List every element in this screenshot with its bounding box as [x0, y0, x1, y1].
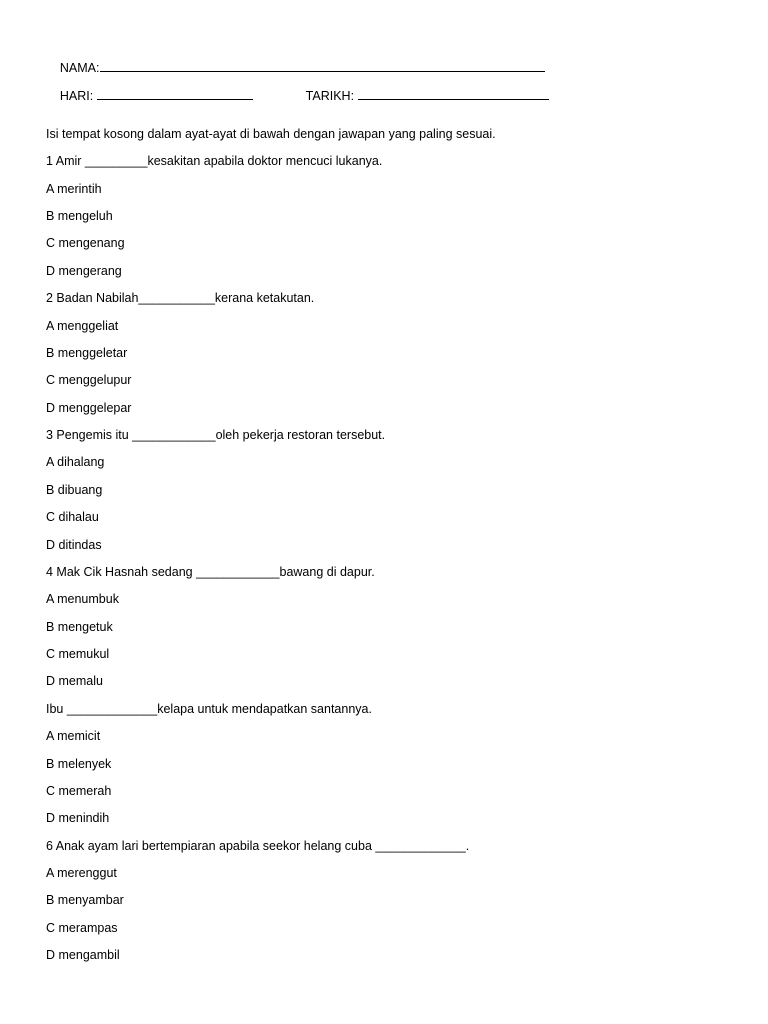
question-4-stem: 4 Mak Cik Hasnah sedang ____________bawang di dapur.	[46, 565, 375, 579]
question-2-option-a[interactable]: A menggeliat	[46, 319, 119, 333]
question-2-stem: 2 Badan Nabilah___________kerana ketakutan.	[46, 291, 315, 305]
hari-tarikh-row	[46, 72, 253, 120]
question-4-option-b[interactable]: B mengetuk	[46, 620, 113, 634]
hari-label: HARI:	[59, 89, 94, 103]
hari-field[interactable]	[97, 88, 253, 100]
nama-label: NAMA:	[59, 61, 100, 75]
question-4-option-c[interactable]: C memukul	[46, 647, 110, 661]
instruction-text: Isi tempat kosong dalam ayat-ayat di bawah dengan jawapan yang paling sesuai.	[46, 127, 496, 141]
question-2-option-b[interactable]: B menggeletar	[46, 346, 128, 360]
question-6-option-d[interactable]: D mengambil	[46, 948, 120, 962]
question-5-option-b[interactable]: B melenyek	[46, 757, 112, 771]
question-1-option-a[interactable]: A merintih	[46, 182, 102, 196]
question-3-option-c[interactable]: C dihalau	[46, 510, 99, 524]
question-4-option-a[interactable]: A menumbuk	[46, 592, 119, 606]
tarikh-label: TARIKH:	[305, 89, 355, 103]
question-1-option-d[interactable]: D mengerang	[46, 264, 122, 278]
question-4-option-d[interactable]: D memalu	[46, 674, 103, 688]
question-5-stem: Ibu _____________kelapa untuk mendapatkan santannya.	[46, 702, 372, 716]
question-6-stem: 6 Anak ayam lari bertempiaran apabila seekor helang cuba _____________.	[46, 839, 470, 853]
question-6-option-b[interactable]: B menyambar	[46, 893, 124, 907]
tarikh-field[interactable]	[358, 88, 549, 100]
nama-field[interactable]	[100, 60, 545, 72]
question-5-option-c[interactable]: C memerah	[46, 784, 112, 798]
question-2-option-d[interactable]: D menggelepar	[46, 401, 132, 415]
question-3-option-d[interactable]: D ditindas	[46, 538, 102, 552]
question-3-option-b[interactable]: B dibuang	[46, 483, 103, 497]
question-3-option-a[interactable]: A dihalang	[46, 455, 105, 469]
question-6-option-a[interactable]: A merenggut	[46, 866, 117, 880]
question-5-option-a[interactable]: A memicit	[46, 729, 101, 743]
question-1-option-b[interactable]: B mengeluh	[46, 209, 113, 223]
question-1-option-c[interactable]: C mengenang	[46, 236, 125, 250]
question-5-option-d[interactable]: D menindih	[46, 811, 110, 825]
question-2-option-c[interactable]: C menggelupur	[46, 373, 132, 387]
question-6-option-c[interactable]: C merampas	[46, 921, 118, 935]
question-3-stem: 3 Pengemis itu ____________oleh pekerja restoran tersebut.	[46, 428, 386, 442]
question-1-stem: 1 Amir _________kesakitan apabila doktor mencuci lukanya.	[46, 154, 383, 168]
tarikh-row	[292, 72, 549, 120]
